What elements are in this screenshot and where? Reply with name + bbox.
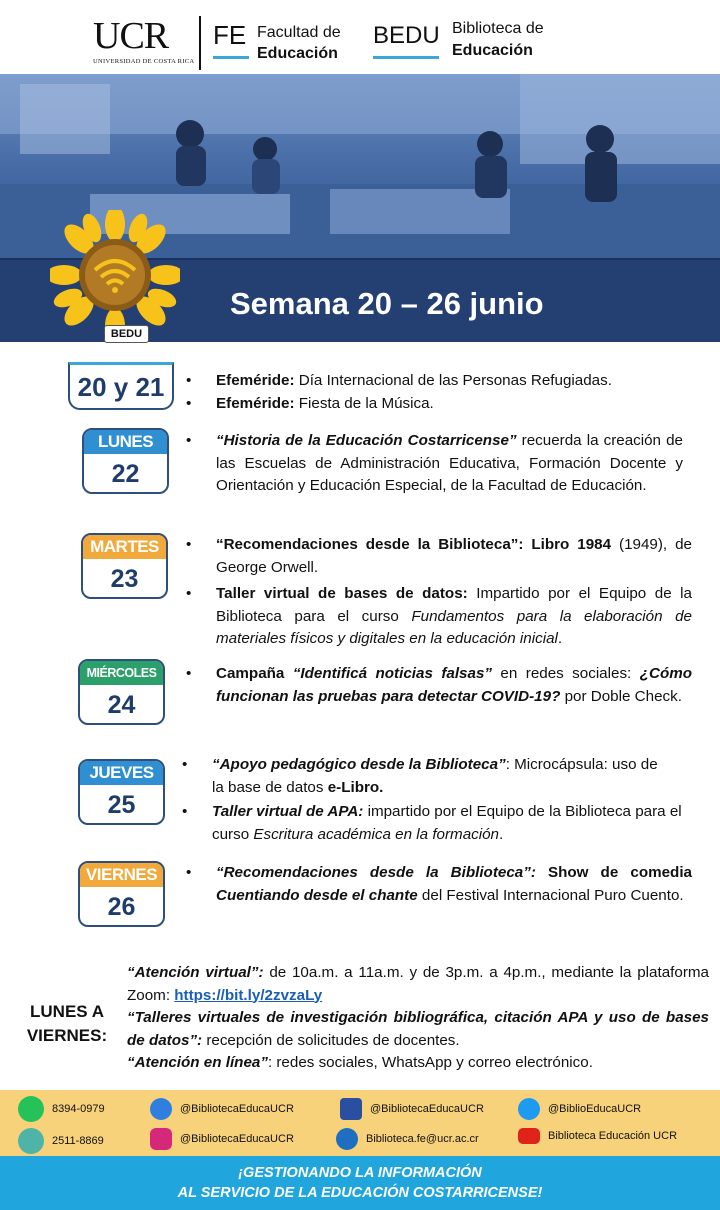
- events-24: [186, 663, 692, 708]
- week-title: Semana 20 – 26 junio: [230, 286, 544, 321]
- whatsapp-icon: [18, 1096, 44, 1122]
- virtual-workshops: “Talleres virtuales de investigación bibliográfica, citación APA y uso de bases de datos”: recepción de solicitudes de docentes.: [127, 1009, 709, 1049]
- bedu-tag: BEDU: [104, 325, 149, 343]
- fe-logo: FE: [213, 20, 247, 50]
- footer-slogan: ¡GESTIONANDO LA INFORMACIÓN AL SERVICIO DE LA EDUCACIÓN COSTARRICENSE!: [0, 1156, 720, 1210]
- weekly-services: [127, 962, 709, 1075]
- event-title: Taller virtual de APA:: [212, 803, 364, 820]
- messenger-icon: [150, 1098, 172, 1120]
- event-label: Efeméride:: [216, 372, 295, 389]
- online-attention: “Atención en línea”: redes sociales, WhatsApp y correo electrónico.: [127, 1054, 593, 1071]
- contact-youtube[interactable]: Biblioteca Educación UCR: [518, 1128, 677, 1144]
- day-number: 22: [111, 460, 140, 488]
- event-text: (1949), de George Orwell.: [216, 536, 692, 576]
- day-number: 26: [107, 893, 136, 921]
- event-item: [186, 534, 692, 579]
- day-label: MARTES: [83, 535, 166, 559]
- events-22: [186, 430, 683, 498]
- virtual-attention: “Atención virtual”: de 10a.m. a 11a.m. y de 3p.m. a 4p.m., mediante la plataforma Zoom: https://bit.ly/2zvzaLy: [127, 964, 709, 1004]
- event-text: Fiesta de la Música.: [294, 394, 434, 412]
- facultad-line1: Facultad de: [257, 24, 341, 41]
- course-name: Escritura académica en la formación: [253, 825, 499, 843]
- event-item: [186, 430, 683, 498]
- day-label: JUEVES: [80, 761, 163, 785]
- day-badge-lunes: [82, 428, 169, 494]
- event-title: “Recomendaciones desde la Biblioteca”: Libro 1984: [216, 536, 612, 553]
- event-item: • Taller virtual de bases de datos: Impartido por el Equipo de la Biblioteca para el curso Fundamentos para la elaboración de materiales físicos y digitales en la educación inicial.: [186, 583, 692, 651]
- ucr-logo: UCR: [93, 15, 169, 57]
- sunflower-logo-icon: [50, 210, 180, 340]
- contact-messenger[interactable]: @BibliotecaEducaUCR: [150, 1098, 294, 1120]
- day-label: LUNES: [84, 430, 167, 454]
- database-name: e-Libro.: [327, 778, 384, 796]
- day-label: MIÉRCOLES: [80, 661, 163, 685]
- contacts-bar: [0, 1090, 720, 1156]
- course-name: Fundamentos para la elaboración de materiales físicos y digitales en la educación inicial: [216, 607, 692, 647]
- day-badge-viernes: [78, 861, 165, 927]
- event-title: Taller virtual de bases de datos:: [216, 585, 468, 602]
- biblioteca-line1: Biblioteca de: [452, 20, 544, 37]
- ucr-logo-subtitle: UNIVERSIDAD DE COSTA RICA: [93, 58, 195, 65]
- header: [0, 0, 720, 74]
- event-item: • Campaña “Identificá noticias falsas” en redes sociales: ¿Cómo funcionan las pruebas para detectar COVID-19? por Doble Check.: [186, 663, 692, 708]
- facebook-icon: [340, 1098, 362, 1120]
- day-number: 23: [110, 565, 139, 593]
- bedu-underline: [373, 56, 439, 59]
- event-text: Impartido por el Equipo de la Biblioteca para el curso: [216, 585, 693, 625]
- events-23: [186, 534, 692, 651]
- weekdays-label: LUNES A VIERNES:: [26, 1002, 108, 1045]
- header-divider: [199, 16, 201, 70]
- event-item: [186, 393, 696, 416]
- contact-whatsapp[interactable]: 8394-0979: [18, 1096, 105, 1122]
- contact-email[interactable]: Biblioteca.fe@ucr.ac.cr: [336, 1128, 479, 1150]
- bedu-logo: BEDU: [373, 22, 440, 49]
- youtube-icon: [518, 1128, 540, 1144]
- phone-icon: [18, 1128, 44, 1154]
- events-25: [182, 754, 682, 846]
- event-title: “Recomendaciones desde la Biblioteca”:: [216, 864, 536, 881]
- zoom-link[interactable]: https://bit.ly/2zvzaLy: [174, 986, 323, 1004]
- campaign-name: “Identificá noticias falsas”: [292, 665, 492, 682]
- contact-instagram[interactable]: @BibliotecaEducaUCR: [150, 1128, 294, 1150]
- event-item: • “Apoyo pedagógico desde la Biblioteca”: Microcápsula: uso de la base de datos e-Libro.: [182, 754, 672, 799]
- event-item: • “Recomendaciones desde la Biblioteca”: Show de comedia Cuentiando desde el chante del Festival Internacional Puro Cuento.: [186, 862, 692, 907]
- event-item: • Taller virtual de APA: impartido por el Equipo de la Biblioteca para el curso Escritura académica en la formación.: [182, 801, 682, 846]
- event-title: Campaña: [216, 665, 293, 682]
- event-title: “Historia de la Educación Costarricense”: [216, 432, 517, 449]
- event-label: Efeméride:: [216, 394, 295, 412]
- events-20-21: [186, 370, 696, 415]
- contact-facebook[interactable]: @BibliotecaEducaUCR: [340, 1098, 484, 1120]
- twitter-icon: [518, 1098, 540, 1120]
- day-label: VIERNES: [80, 863, 163, 887]
- campaign-topic: ¿Cómo funcionan las pruebas para detectar COVID-19?: [216, 665, 693, 705]
- day-number: 24: [107, 691, 136, 719]
- contact-phone[interactable]: 2511-8869: [18, 1128, 104, 1154]
- contact-twitter[interactable]: @BiblioEducaUCR: [518, 1098, 641, 1120]
- biblioteca-line2: Educación: [452, 42, 533, 59]
- show-name: Cuentiando desde el chante: [216, 886, 418, 904]
- fe-underline: [213, 56, 249, 59]
- event-item: [186, 370, 696, 393]
- day-badge-20-21: 20 y 21: [68, 362, 174, 410]
- biblioteca-name: [452, 18, 544, 62]
- day-badge-miercoles: [78, 659, 165, 725]
- email-icon: [336, 1128, 358, 1150]
- day-badge-jueves: [78, 759, 165, 825]
- day-number: 25: [107, 791, 136, 819]
- event-title: “Apoyo pedagógico desde la Biblioteca”: [212, 756, 506, 773]
- event-text: recuerda la creación de las Escuelas de Administración Educativa, Formación Docente y Orientación y Educación Especial, de la Facultad de Educación.: [216, 432, 683, 494]
- day-badge-martes: [81, 533, 168, 599]
- facultad-line2: Educación: [257, 45, 338, 62]
- event-text: Día Internacional de las Personas Refugiadas.: [294, 372, 612, 389]
- instagram-icon: [150, 1128, 172, 1150]
- facultad-name: [257, 22, 341, 64]
- events-26: [186, 862, 692, 907]
